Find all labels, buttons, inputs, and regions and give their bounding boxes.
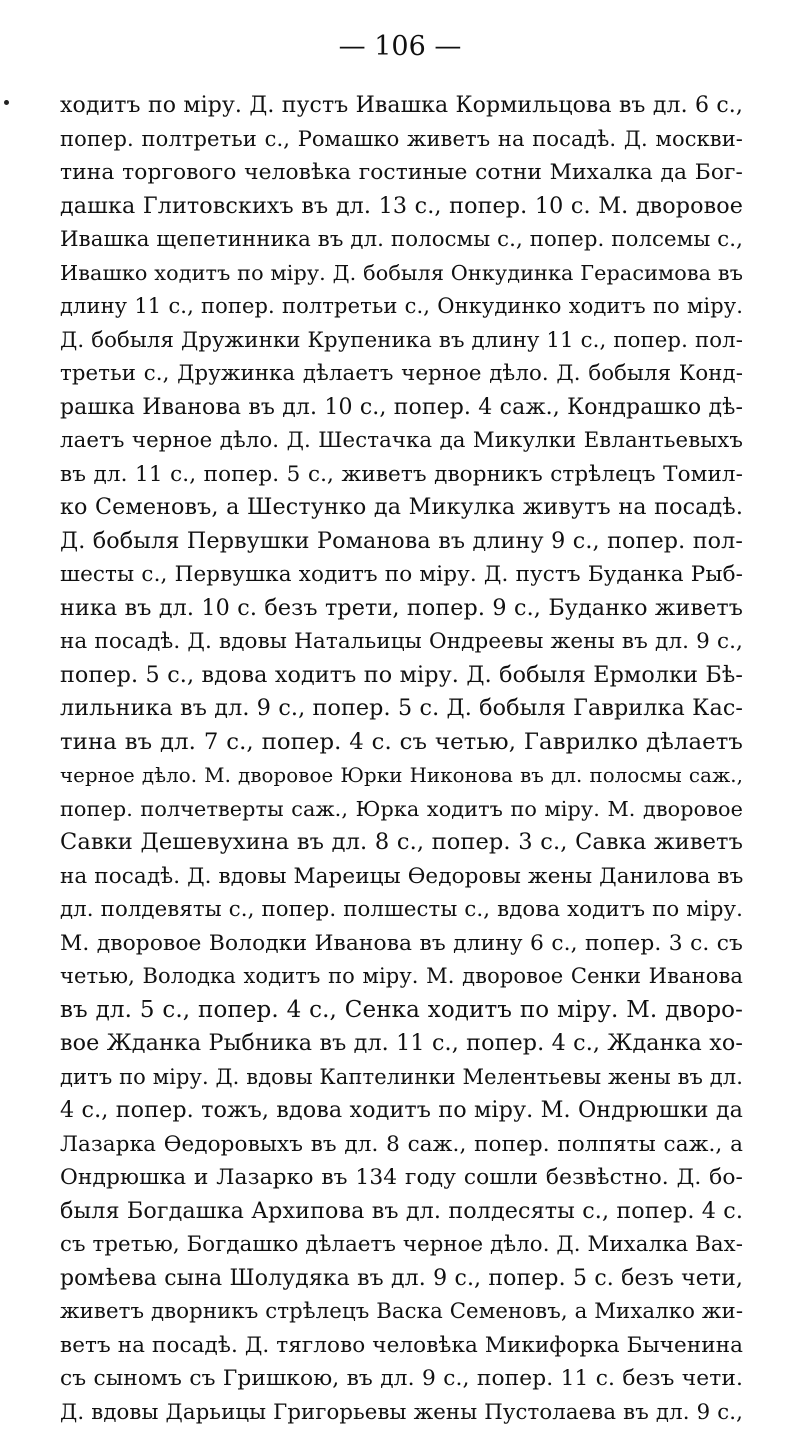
text-line: Д. вдовы Дарьицы Григорьевы жены Пустолаева въ дл. 9 с., — [60, 1396, 743, 1429]
text-line: третьи с., Дружинка дѣлаетъ черное дѣло. Д. бобыля Конд- — [60, 357, 743, 391]
page-number: — 106 — — [0, 30, 800, 64]
text-line: ходитъ по міру. Д. пустъ Ивашка Кормильцова въ дл. 6 с., — [60, 89, 743, 123]
text-line: въ дл. 5 с., попер. 4 с., Сенка ходитъ по міру. М. дворо- — [60, 994, 743, 1028]
text-line: живетъ дворникъ стрѣлецъ Васка Семеновъ, а Михалко жи- — [60, 1295, 743, 1329]
text-line: ника въ дл. 10 с. безъ трети, попер. 9 с., Буданко живетъ — [60, 592, 743, 626]
text-line: длину 11 с., попер. полтретьи с., Онкудинко ходитъ по міру. — [60, 290, 743, 324]
body-text — [60, 89, 743, 1429]
text-line: быля Богдашка Архипова въ дл. полдесяты с., попер. 4 с. — [60, 1195, 743, 1229]
text-line: М. дворовое Володки Иванова въ длину 6 с., попер. 3 с. съ — [60, 927, 743, 961]
text-line: Д. бобыля Дружинки Крупеника въ длину 11 с., попер. пол- — [60, 324, 743, 358]
text-line: Лазарка Ѳедоровыхъ въ дл. 8 саж., попер. полпяты саж., а — [60, 1128, 743, 1162]
text-line: черное дѣло. М. дворовое Юрки Никонова въ дл. полосмы саж., — [60, 759, 743, 793]
text-line: лаетъ черное дѣло. Д. Шестачка да Микулки Евлантьевыхъ — [60, 424, 743, 458]
text-line: рашка Иванова въ дл. 10 с., попер. 4 саж., Кондрашко дѣ- — [60, 391, 743, 425]
text-line: 4 с., попер. тожъ, вдова ходитъ по міру. М. Ондрюшки да — [60, 1094, 743, 1128]
text-line: съ сыномъ съ Гришкою, въ дл. 9 с., попер. 11 с. безъ чети. — [60, 1362, 743, 1396]
text-line: Савки Дешевухина въ дл. 8 с., попер. 3 с., Савка живетъ — [60, 826, 743, 860]
text-line: лильника въ дл. 9 с., попер. 5 с. Д. бобыля Гаврилка Кас- — [60, 692, 743, 726]
text-line: Ондрюшка и Лазарко въ 134 году сошли безвѣстно. Д. бо- — [60, 1161, 743, 1195]
text-line: дл. полдевяты с., попер. полшесты с., вдова ходитъ по міру. — [60, 893, 743, 927]
text-line: дашка Глитовскихъ въ дл. 13 с., попер. 10 с. М. дворовое — [60, 190, 743, 224]
text-line: вое Жданка Рыбника въ дл. 11 с., попер. 4 с., Жданка хо- — [60, 1027, 743, 1061]
margin-mark — [4, 100, 9, 105]
text-line: на посадѣ. Д. вдовы Натальицы Ондреевы жены въ дл. 9 с., — [60, 625, 743, 659]
text-line: Д. бобыля Первушки Романова въ длину 9 с., попер. пол- — [60, 525, 743, 559]
text-line: ромѣева сына Шолудяка въ дл. 9 с., попер. 5 с. безъ чети, — [60, 1262, 743, 1296]
text-line: дитъ по міру. Д. вдовы Каптелинки Мелентьевы жены въ дл. — [60, 1061, 743, 1095]
text-line: шесты с., Первушка ходитъ по міру. Д. пустъ Буданка Рыб- — [60, 558, 743, 592]
text-line: ветъ на посадѣ. Д. тяглово человѣка Микифорка Быченина — [60, 1329, 743, 1363]
text-line: четью, Володка ходитъ по міру. М. дворовое Сенки Иванова — [60, 960, 743, 994]
text-line: ко Семеновъ, а Шестунко да Микулка живутъ на посадѣ. — [60, 491, 743, 525]
text-line: попер. 5 с., вдова ходитъ по міру. Д. бобыля Ермолки Бѣ- — [60, 659, 743, 693]
text-line: Ивашко ходитъ по міру. Д. бобыля Онкудинка Герасимова въ — [60, 257, 743, 291]
text-line: Ивашка щепетинника въ дл. полосмы с., попер. полсемы с., — [60, 223, 743, 257]
text-line: съ третью, Богдашко дѣлаетъ черное дѣло. Д. Михалка Вах- — [60, 1228, 743, 1262]
text-line: въ дл. 11 с., попер. 5 с., живетъ дворникъ стрѣлецъ Томил- — [60, 458, 743, 492]
text-line: на посадѣ. Д. вдовы Мареицы Ѳедоровы жены Данилова въ — [60, 860, 743, 894]
text-line: попер. полтретьи с., Ромашко живетъ на посадѣ. Д. москви- — [60, 123, 743, 157]
text-line: попер. полчетверты саж., Юрка ходитъ по міру. М. дворовое — [60, 793, 743, 827]
text-line: тина торгового человѣка гостиные сотни Михалка да Бог- — [60, 156, 743, 190]
text-line: тина въ дл. 7 с., попер. 4 с. съ четью, Гаврилко дѣлаетъ — [60, 726, 743, 760]
